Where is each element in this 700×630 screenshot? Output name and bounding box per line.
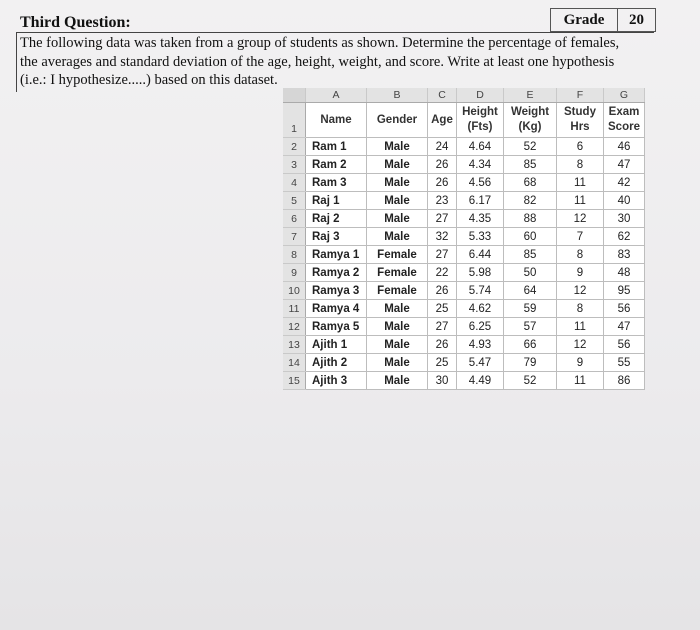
table-row	[283, 264, 645, 282]
cell-name[interactable]: Ajith 3	[306, 372, 367, 390]
cell-gender[interactable]: Female	[367, 246, 428, 264]
cell-weight[interactable]: 50	[504, 264, 557, 282]
cell-study-hrs[interactable]: 11	[557, 318, 604, 336]
cell-weight[interactable]: 52	[504, 138, 557, 156]
grade-box	[550, 8, 656, 32]
cell-age[interactable]: 26	[428, 174, 457, 192]
cell-exam-score[interactable]: 56	[604, 300, 645, 318]
row-number[interactable]: 8	[283, 246, 306, 264]
header-cell-study-hrs[interactable]: Study Hrs	[557, 103, 604, 138]
select-all-corner[interactable]	[283, 88, 306, 103]
cell-study-hrs[interactable]: 12	[557, 282, 604, 300]
cell-name[interactable]: Raj 3	[306, 228, 367, 246]
cell-height[interactable]: 5.33	[457, 228, 504, 246]
table-row	[283, 336, 645, 354]
cell-weight[interactable]: 52	[504, 372, 557, 390]
cell-gender[interactable]: Male	[367, 354, 428, 372]
row-number[interactable]: 4	[283, 174, 306, 192]
cell-study-hrs[interactable]: 11	[557, 372, 604, 390]
grade-label: Grade	[551, 9, 618, 31]
data-table	[283, 88, 645, 390]
cell-weight[interactable]: 85	[504, 156, 557, 174]
column-letter[interactable]: C	[428, 88, 457, 103]
cell-exam-score[interactable]: 56	[604, 336, 645, 354]
cell-height[interactable]: 4.64	[457, 138, 504, 156]
cell-height[interactable]: 5.74	[457, 282, 504, 300]
cell-gender[interactable]: Male	[367, 174, 428, 192]
header-cell-age[interactable]: Age	[428, 103, 457, 138]
table-row	[283, 282, 645, 300]
column-letter-row	[283, 88, 645, 103]
cell-exam-score[interactable]: 46	[604, 138, 645, 156]
row-number[interactable]: 3	[283, 156, 306, 174]
cell-study-hrs[interactable]: 11	[557, 174, 604, 192]
row-number[interactable]: 9	[283, 264, 306, 282]
row-number[interactable]: 2	[283, 138, 306, 156]
cell-height[interactable]: 6.25	[457, 318, 504, 336]
cell-height[interactable]: 4.35	[457, 210, 504, 228]
prompt-divider	[16, 32, 654, 33]
column-letter[interactable]: A	[306, 88, 367, 103]
cell-name[interactable]: Ramya 2	[306, 264, 367, 282]
cell-age[interactable]: 24	[428, 138, 457, 156]
row-number[interactable]: 14	[283, 354, 306, 372]
table-row	[283, 372, 645, 390]
cell-gender[interactable]: Male	[367, 372, 428, 390]
cell-age[interactable]: 27	[428, 318, 457, 336]
cell-study-hrs[interactable]: 6	[557, 138, 604, 156]
column-letter[interactable]: D	[457, 88, 504, 103]
table-row	[283, 228, 645, 246]
cell-exam-score[interactable]: 62	[604, 228, 645, 246]
grade-value: 20	[629, 12, 644, 28]
table-row	[283, 174, 645, 192]
cell-name[interactable]: Ramya 4	[306, 300, 367, 318]
table-row	[283, 318, 645, 336]
cell-age[interactable]: 23	[428, 192, 457, 210]
cell-age[interactable]: 27	[428, 246, 457, 264]
prompt-left-border	[16, 32, 17, 92]
cell-height[interactable]: 5.47	[457, 354, 504, 372]
cell-weight[interactable]: 79	[504, 354, 557, 372]
cell-study-hrs[interactable]: 9	[557, 354, 604, 372]
question-prompt: The following data was taken from a group of students as shown. Determine the percentage of females, the averages and standard deviation of the age, height, weight, and score. Write at least one hypothesis (i.e.: I hypothesize.....) based on this dataset.	[20, 35, 620, 88]
cell-name[interactable]: Ram 1	[306, 138, 367, 156]
table-row	[283, 192, 645, 210]
column-letter[interactable]: G	[604, 88, 645, 103]
cell-age[interactable]: 27	[428, 210, 457, 228]
header-row	[283, 103, 645, 138]
cell-exam-score[interactable]: 86	[604, 372, 645, 390]
cell-height[interactable]: 4.93	[457, 336, 504, 354]
table-row	[283, 246, 645, 264]
cell-height[interactable]: 4.62	[457, 300, 504, 318]
cell-age[interactable]: 32	[428, 228, 457, 246]
cell-weight[interactable]: 57	[504, 318, 557, 336]
column-letter[interactable]: F	[557, 88, 604, 103]
cell-name[interactable]: Raj 2	[306, 210, 367, 228]
cell-exam-score[interactable]: 42	[604, 174, 645, 192]
row-number[interactable]: 1	[283, 103, 306, 138]
cell-gender[interactable]: Male	[367, 336, 428, 354]
cell-age[interactable]: 26	[428, 282, 457, 300]
cell-exam-score[interactable]: 55	[604, 354, 645, 372]
cell-study-hrs[interactable]: 9	[557, 264, 604, 282]
column-letter[interactable]: B	[367, 88, 428, 103]
cell-weight[interactable]: 64	[504, 282, 557, 300]
header-cell-name[interactable]: Name	[306, 103, 367, 138]
cell-age[interactable]: 26	[428, 336, 457, 354]
table-row	[283, 354, 645, 372]
header-cell-exam-score[interactable]: Exam Score	[604, 103, 645, 138]
cell-weight[interactable]: 88	[504, 210, 557, 228]
row-number[interactable]: 13	[283, 336, 306, 354]
row-number[interactable]: 6	[283, 210, 306, 228]
header-cell-height[interactable]: Height (Fts)	[457, 103, 504, 138]
cell-gender[interactable]: Female	[367, 282, 428, 300]
row-number[interactable]: 11	[283, 300, 306, 318]
cell-height[interactable]: 4.34	[457, 156, 504, 174]
cell-weight[interactable]: 60	[504, 228, 557, 246]
cell-exam-score[interactable]: 48	[604, 264, 645, 282]
cell-exam-score[interactable]: 95	[604, 282, 645, 300]
cell-name[interactable]: Ajith 2	[306, 354, 367, 372]
cell-gender[interactable]: Male	[367, 210, 428, 228]
cell-name[interactable]: Ramya 5	[306, 318, 367, 336]
cell-gender[interactable]: Male	[367, 318, 428, 336]
cell-height[interactable]: 6.44	[457, 246, 504, 264]
cell-age[interactable]: 25	[428, 300, 457, 318]
cell-study-hrs[interactable]: 12	[557, 210, 604, 228]
cell-name[interactable]: Ram 3	[306, 174, 367, 192]
cell-exam-score[interactable]: 47	[604, 318, 645, 336]
row-number[interactable]: 7	[283, 228, 306, 246]
row-number[interactable]: 10	[283, 282, 306, 300]
cell-exam-score[interactable]: 30	[604, 210, 645, 228]
cell-height[interactable]: 4.56	[457, 174, 504, 192]
cell-exam-score[interactable]: 40	[604, 192, 645, 210]
row-number[interactable]: 15	[283, 372, 306, 390]
cell-gender[interactable]: Male	[367, 156, 428, 174]
cell-study-hrs[interactable]: 8	[557, 300, 604, 318]
cell-age[interactable]: 26	[428, 156, 457, 174]
cell-study-hrs[interactable]: 7	[557, 228, 604, 246]
cell-study-hrs[interactable]: 8	[557, 156, 604, 174]
cell-name[interactable]: Ramya 1	[306, 246, 367, 264]
cell-height[interactable]: 4.49	[457, 372, 504, 390]
cell-gender[interactable]: Male	[367, 192, 428, 210]
question-title: Third Question:	[20, 14, 131, 31]
cell-study-hrs[interactable]: 8	[557, 246, 604, 264]
cell-gender[interactable]: Male	[367, 300, 428, 318]
cell-name[interactable]: Ajith 1	[306, 336, 367, 354]
cell-weight[interactable]: 59	[504, 300, 557, 318]
cell-age[interactable]: 25	[428, 354, 457, 372]
cell-weight[interactable]: 66	[504, 336, 557, 354]
cell-weight[interactable]: 85	[504, 246, 557, 264]
cell-age[interactable]: 22	[428, 264, 457, 282]
cell-height[interactable]: 6.17	[457, 192, 504, 210]
cell-exam-score[interactable]: 83	[604, 246, 645, 264]
header-cell-weight[interactable]: Weight (Kg)	[504, 103, 557, 138]
cell-height[interactable]: 5.98	[457, 264, 504, 282]
row-number[interactable]: 5	[283, 192, 306, 210]
cell-name[interactable]: Ram 2	[306, 156, 367, 174]
cell-age[interactable]: 30	[428, 372, 457, 390]
row-number[interactable]: 12	[283, 318, 306, 336]
cell-weight[interactable]: 82	[504, 192, 557, 210]
table-row	[283, 210, 645, 228]
cell-gender[interactable]: Male	[367, 228, 428, 246]
table-row	[283, 138, 645, 156]
cell-gender[interactable]: Male	[367, 138, 428, 156]
cell-weight[interactable]: 68	[504, 174, 557, 192]
cell-name[interactable]: Ramya 3	[306, 282, 367, 300]
table-row	[283, 300, 645, 318]
spreadsheet	[283, 88, 645, 390]
cell-study-hrs[interactable]: 12	[557, 336, 604, 354]
table-row	[283, 156, 645, 174]
column-letter[interactable]: E	[504, 88, 557, 103]
cell-exam-score[interactable]: 47	[604, 156, 645, 174]
cell-name[interactable]: Raj 1	[306, 192, 367, 210]
header-cell-gender[interactable]: Gender	[367, 103, 428, 138]
cell-gender[interactable]: Female	[367, 264, 428, 282]
cell-study-hrs[interactable]: 11	[557, 192, 604, 210]
